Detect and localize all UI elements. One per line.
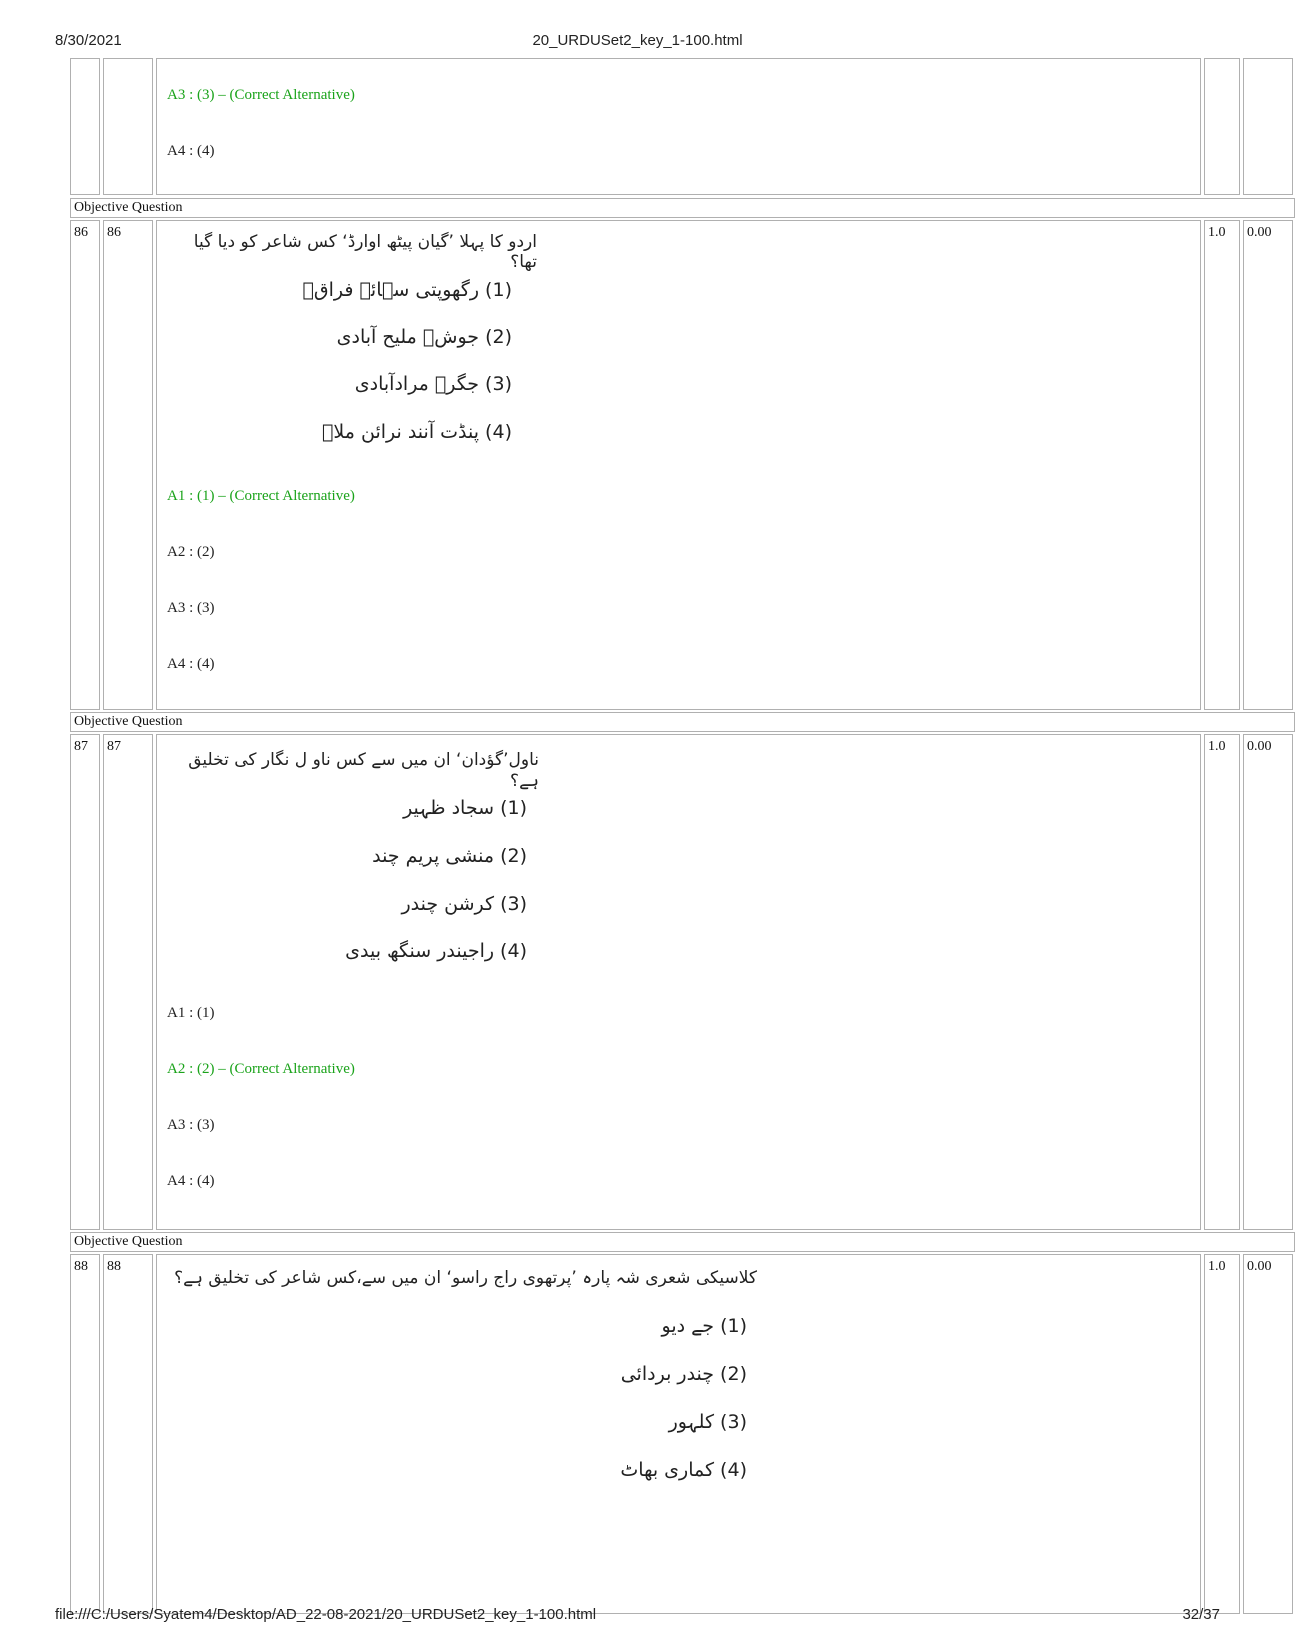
option-4: (4) راجیندر سنگھ بیدی [345,940,527,962]
section-label: Objective Question [70,198,1295,218]
answer-option: A4 : (4) [167,1173,215,1189]
option-2: (2) منشی پریم چند [372,845,527,867]
question-id: 88 [103,1254,153,1614]
answer-option: A1 : (1) – (Correct Alternative) [167,488,355,504]
print-date: 8/30/2021 [55,32,122,49]
question-text: ناول’گؤدان‘ ان میں سے کس ناو ل نگار کی تخلیق ہے؟ [188,750,539,791]
answer-option: A2 : (2) [167,544,215,560]
answer-option: A3 : (3) – (Correct Alternative) [167,87,355,103]
option-2: (2) چندر بردائی [620,1363,747,1385]
question-number: 88 [70,1254,100,1614]
option-3: (3) جگرؔ مرادآبادی [354,373,512,395]
question-id: 86 [103,220,153,710]
section-label: Objective Question [70,712,1295,732]
answer-option: A1 : (1) [167,1005,215,1021]
answer-option: A4 : (4) [167,143,215,159]
question-body [156,1254,1201,1614]
question-number: 87 [70,734,100,1230]
question-number: 86 [70,220,100,710]
option-4: (4) کماری بھاٹ [620,1459,747,1481]
print-file-path: file:///C:/Users/Syatem4/Desktop/AD_22-08-2021/20_URDUSet2_key_1-100.html [55,1606,597,1623]
option-3: (3) کرشن چندر [401,893,527,915]
question-text: کلاسیکی شعری شہ پارہ ’پرتھوی راج راسو‘ ان میں سے،کس شاعر کی تخلیق ہے؟ [174,1268,757,1288]
option-1: (1) سجاد ظہیر [403,797,527,819]
question-86 [70,220,1272,710]
question-87 [70,734,1272,1230]
marks: 1.0 [1204,220,1240,710]
negative-marks: 0.00 [1243,1254,1293,1614]
option-1: (1) رگھوپتی سہائے فراقؔ [302,279,512,301]
marks: 1.0 [1204,734,1240,1230]
question-body [156,220,1201,710]
section-label: Objective Question [70,1232,1295,1252]
answer-option: A3 : (3) [167,600,215,616]
negative-marks: 0.00 [1243,220,1293,710]
answer-option: A4 : (4) [167,656,215,672]
prev-question-block [70,58,1215,195]
question-table [70,58,1272,1595]
option-2: (2) جوشؔ ملیح آبادی [336,326,512,348]
question-text: اردو کا پہلا ’گیان پیٹھ اوارڈ‘ کس شاعر کو دیا گیا تھا؟ [193,232,537,272]
option-4: (4) پنڈت آنند نرائن ملاؔ [322,421,512,443]
question-88 [70,1254,1272,1614]
marks: 1.0 [1204,1254,1240,1614]
negative-marks: 0.00 [1243,734,1293,1230]
print-title: 20_URDUSet2_key_1-100.html [532,32,743,49]
answer-option: A2 : (2) – (Correct Alternative) [167,1061,355,1077]
option-3: (3) کلہور [668,1411,747,1433]
question-id: 87 [103,734,153,1230]
print-page-number: 32/37 [1182,1606,1220,1623]
option-1: (1) جے دیو [661,1315,747,1337]
question-body [156,734,1201,1230]
answer-option: A3 : (3) [167,1117,215,1133]
